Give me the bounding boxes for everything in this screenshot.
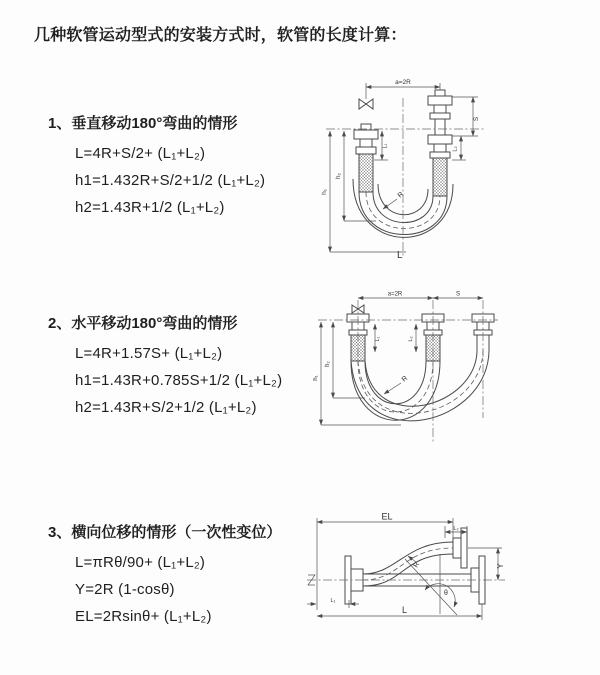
formula-h2: h2=1.43R+1/2 (L₁+L₂)	[75, 199, 225, 216]
dim-l2-label: L₂	[452, 146, 459, 152]
hose-arcs	[351, 348, 489, 421]
dim-length-label: L	[402, 605, 408, 615]
dim-l1	[375, 324, 381, 352]
diagram-vertical-180-bend	[318, 74, 493, 259]
dim-y-label: Y	[496, 563, 505, 569]
dim-span-label: a=2R	[387, 291, 403, 298]
dim-travel-label: S	[473, 116, 480, 122]
dim-el-label: EL	[381, 512, 393, 522]
dim-l2-label: L₂	[408, 336, 414, 342]
section-3-formulas	[75, 549, 281, 630]
diagram-lateral-displacement	[305, 512, 515, 637]
dim-h1-label: h₁	[321, 189, 328, 195]
section-3-heading: 3、横向位移的情形（一次性变位）	[48, 524, 282, 541]
dim-l2	[452, 136, 466, 160]
dim-l1-label: L₁	[375, 336, 381, 342]
dim-l2	[408, 324, 416, 352]
formula-l: L=πRθ/90+ (L₁+L₂)	[75, 554, 206, 571]
section-1	[48, 112, 265, 221]
radius-label: R	[400, 374, 410, 384]
formula-y: Y=2R (1-cosθ)	[75, 581, 175, 598]
dim-length	[317, 604, 482, 620]
dim-span-label: a=2R	[395, 79, 411, 86]
dim-l1-label: L₁	[330, 598, 336, 604]
dim-l2-label: L₂	[453, 526, 459, 532]
section-1-formulas	[75, 140, 265, 221]
dim-h1-label: h₁	[313, 375, 319, 381]
dim-h2-label: h₂	[325, 361, 331, 367]
section-2	[48, 312, 282, 421]
hose-s-curve	[363, 528, 467, 586]
formula-h1: h1=1.432R+S/2+1/2 (L₁+L₂)	[75, 172, 266, 189]
diagram-horizontal-180-bend	[313, 290, 503, 450]
radius-callout	[408, 556, 421, 569]
formula-el: EL=2Rsinθ+ (L₁+L₂)	[75, 608, 212, 625]
right-pipe-fitting	[428, 90, 452, 196]
dim-l1-label: L₁	[382, 143, 389, 149]
dim-travel	[433, 292, 483, 299]
dim-span	[358, 292, 433, 299]
angle-construction	[405, 554, 457, 615]
left-pipe-fitting	[354, 124, 378, 192]
dim-h2-label: h₂	[335, 172, 342, 180]
dim-el	[317, 512, 453, 610]
section-2-formulas	[75, 340, 282, 421]
section-1-heading: 1、垂直移动180°弯曲的情形	[48, 115, 238, 132]
formula-l: L=4R+S/2+ (L₁+L₂)	[75, 145, 206, 162]
section-2-heading: 2、水平移动180°弯曲的情形	[48, 315, 238, 332]
radius-callout	[383, 191, 405, 209]
formula-h1: h1=1.43R+0.785S+1/2 (L₁+L₂)	[75, 372, 283, 389]
dim-travel-label: S	[455, 291, 461, 298]
dim-travel	[452, 97, 480, 136]
radius-label: R	[396, 190, 406, 200]
valve-icon	[359, 99, 373, 109]
page-title: 几种软管运动型式的安装方式时，软管的长度计算：	[34, 27, 407, 44]
angle-theta-label: θ	[444, 590, 448, 597]
formula-h2: h2=1.43R+S/2+1/2 (L₁+L₂)	[75, 399, 257, 416]
section-3	[48, 521, 281, 630]
formula-l: L=4R+1.57S+ (L₁+L₂)	[75, 345, 223, 362]
length-label: L	[397, 250, 403, 259]
radius-label: R	[412, 561, 422, 569]
radius-callout	[384, 375, 409, 394]
